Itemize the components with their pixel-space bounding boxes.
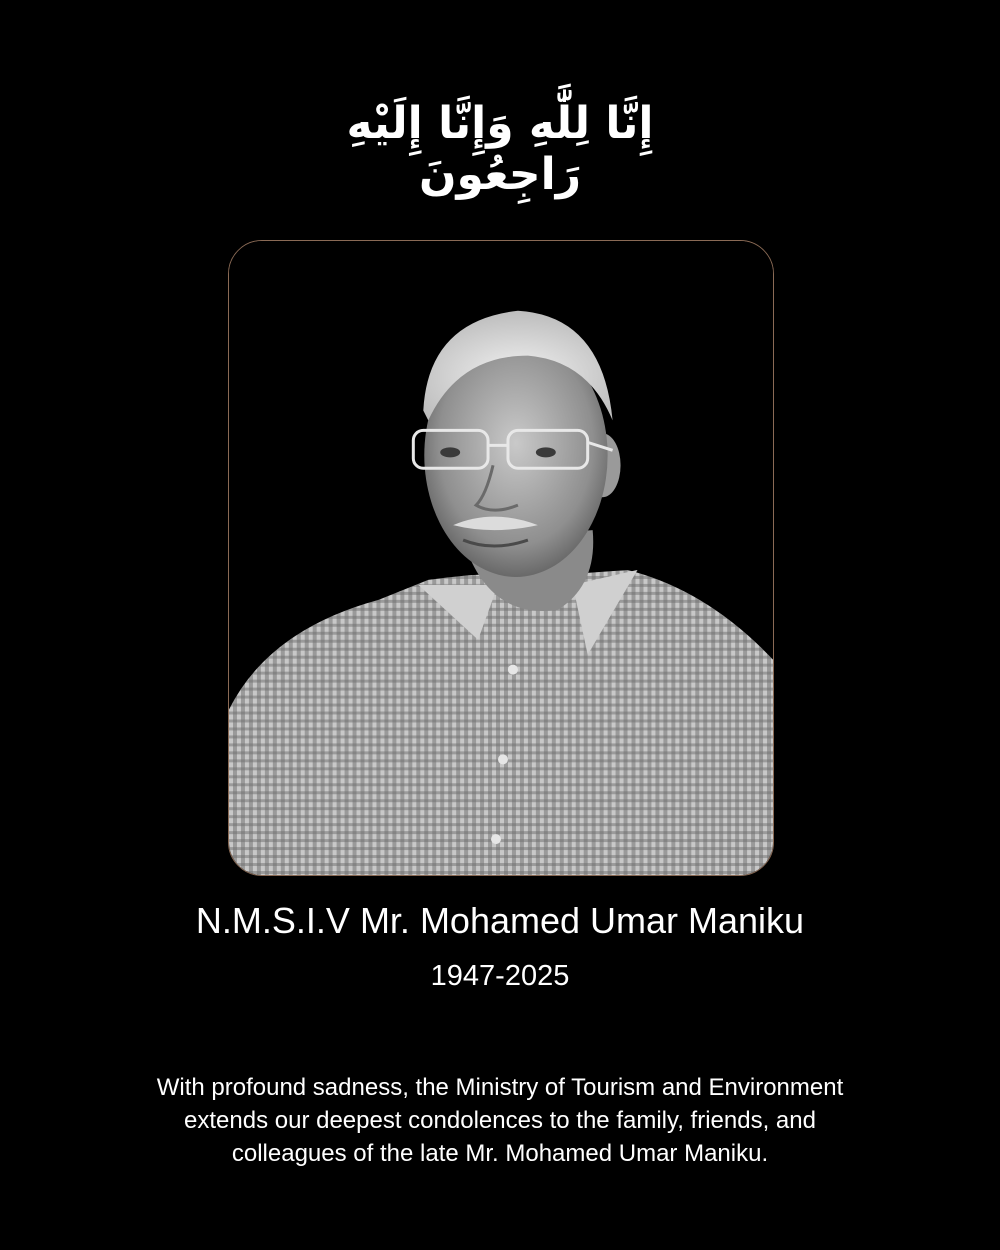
message-line: With profound sadness, the Ministry of Tourism and Environment [156,1074,844,1101]
deceased-name: N.M.S.I.V Mr. Mohamed Umar Maniku [195,900,805,941]
portrait-frame [228,240,774,876]
arabic-calligraphy [330,70,670,200]
message-line: colleagues of the late Mr. Mohamed Umar Maniku. [231,1140,769,1167]
portrait-photo-icon [229,241,773,875]
life-years: 1947-2025 [430,960,570,992]
message-line: extends our deepest condolences to the family, friends, and [184,1107,816,1134]
calligraphy-text: إِنَّا لِلَّٰهِ وَإِنَّا إِلَيْهِ رَاجِعُونَ [346,98,654,200]
condolence-message [100,1071,900,1170]
